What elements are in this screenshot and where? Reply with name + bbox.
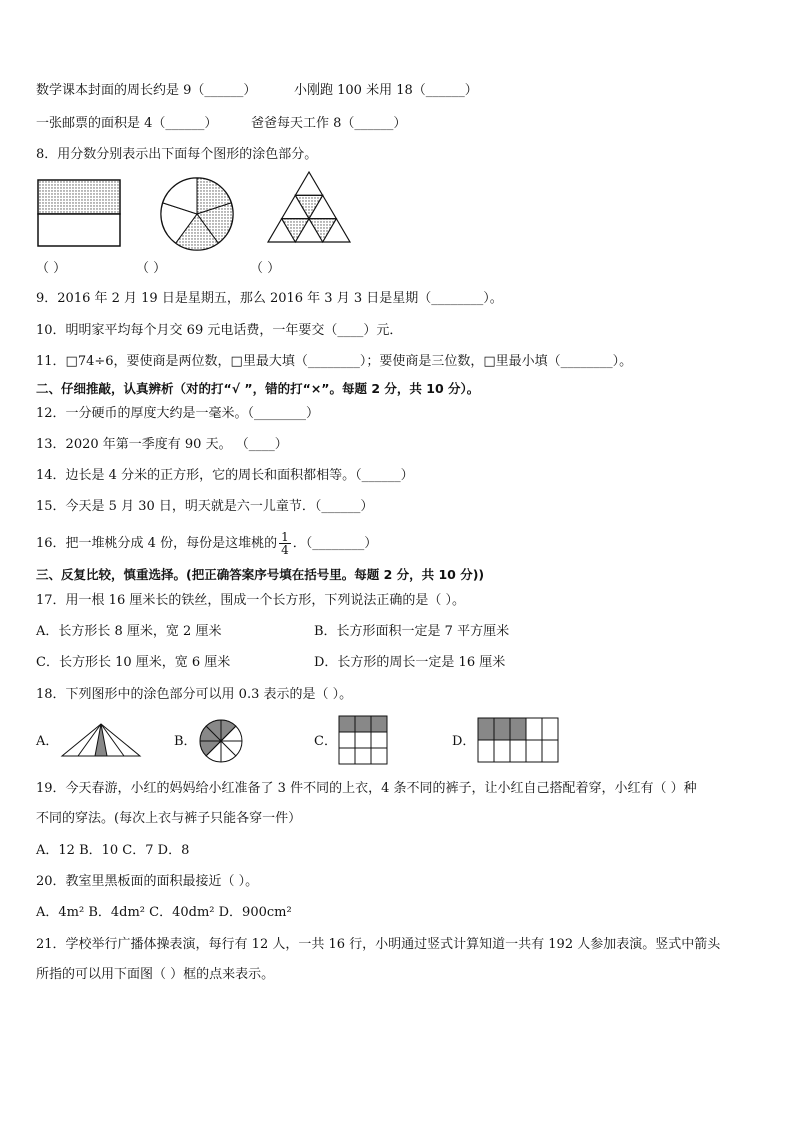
q13-text: 13．2020 年第一季度有 90 天。 （____）	[36, 437, 288, 452]
q16-suffix: ．（________）	[292, 536, 378, 551]
q11-text: 11．□74÷6，要使商是两位数，□里最大填（________）；要使商是三位数，□里最小填（________）。	[36, 354, 633, 369]
q8-text: 8．用分数分别表示出下面每个图形的涂色部分。	[36, 147, 318, 162]
q20-text: 20．教室里黑板面的面积最接近（ ）。	[36, 874, 259, 889]
q18-text: 18．下列图形中的涂色部分可以用 0.3 表示的是（ ）。	[36, 687, 353, 702]
q17-option-c: C．长方形长 10 厘米，宽 6 厘米	[36, 655, 231, 670]
section-3-heading: 三、反复比较，慎重选择。(把正确答案序号填在括号里。每题 2 分，共 10 分))	[36, 567, 485, 582]
q8-circle-figure	[152, 175, 242, 253]
q18-option-c-label: C．	[314, 734, 337, 749]
q12-text: 12．一分硬币的厚度大约是一毫米。（________）	[36, 406, 320, 421]
q7-line1-b: 小刚跑 100 米用 18（______）	[294, 83, 478, 98]
q14-text: 14．边长是 4 分米的正方形，它的周长和面积都相等。（______）	[36, 468, 414, 483]
q7-line2-a: 一张邮票的面积是 4（______）	[36, 116, 218, 131]
q8-answer-2: （ ）	[136, 261, 167, 276]
q21-line2: 所指的可以用下面图（ ）框的点来表示。	[36, 967, 275, 982]
q18-option-b-circle	[198, 718, 244, 764]
q17-option-a: A．长方形长 8 厘米，宽 2 厘米	[36, 624, 222, 639]
q20-options: A．4m² B．4dm² C．40dm² D．900cm²	[36, 905, 292, 920]
q16-denominator: 4	[281, 543, 289, 557]
q8-triangle-figure	[266, 170, 352, 246]
q19-line1: 19．今天春游，小红的妈妈给小红准备了 3 件不同的上衣，4 条不同的裤子，让小红自己搭配着穿，小红有（ ）种	[36, 781, 697, 796]
q18-option-b-label: B．	[174, 734, 197, 749]
q17-text: 17．用一根 16 厘米长的铁丝，围成一个长方形，下列说法正确的是（ ）。	[36, 593, 465, 608]
section-2-heading: 二、仔细推敲，认真辨析（对的打“√ ”，错的打“×”。每题 2 分，共 10 分）。	[36, 381, 480, 396]
q17-option-b: B．长方形面积一定是 7 平方厘米	[314, 624, 510, 639]
q16-prefix: 16．把一堆桃分成 4 份，每份是这堆桃的	[36, 536, 278, 551]
q15-text: 15．今天是 5 月 30 日，明天就是六一儿童节．（______）	[36, 499, 374, 514]
q9-text: 9．2016 年 2 月 19 日是星期五，那么 2016 年 3 月 3 日是星期（________）。	[36, 291, 503, 306]
q10-text: 10．明明家平均每个月交 69 元电话费，一年要交（____）元．	[36, 323, 403, 338]
q19-options: A．12 B．10 C．7 D．8	[36, 843, 190, 858]
q17-option-d: D．长方形的周长一定是 16 厘米	[314, 655, 506, 670]
q18-option-c-grid	[338, 715, 390, 765]
q8-answer-3: （ ）	[250, 261, 281, 276]
q7-line1-a: 数学课本封面的周长约是 9（______）	[36, 83, 257, 98]
q8-rectangle-figure	[36, 178, 122, 248]
q19-line2: 不同的穿法。(每次上衣与裤子只能各穿一件）	[36, 811, 302, 826]
q21-line1: 21．学校举行广播体操表演，每行有 12 人，一共 16 行，小明通过竖式计算知道一共有 192 人参加表演。竖式中箭头	[36, 937, 721, 952]
q18-option-a-triangle	[60, 722, 142, 758]
q16-line	[36, 530, 377, 558]
q16-fraction	[279, 531, 291, 556]
q7-line2-b: 爸爸每天工作 8（______）	[251, 116, 407, 131]
q18-option-d-grid	[477, 717, 561, 763]
q8-answer-1: （ ）	[36, 261, 67, 276]
q18-option-d-label: D．	[452, 734, 476, 749]
q16-numerator: 1	[281, 530, 289, 544]
q18-option-a-label: A．	[36, 734, 59, 749]
